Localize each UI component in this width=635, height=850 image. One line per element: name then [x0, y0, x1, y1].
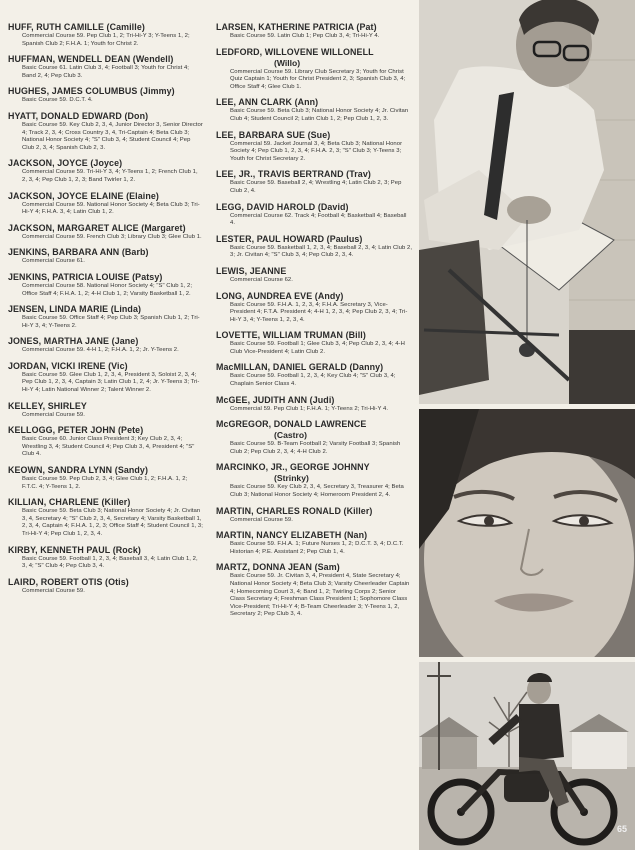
senior-activities: Basic Course 59. B-Team Football 2; Varsity Football 3; Spanish Club 2; Pep Club 2, 3, 4; 4-H Club 2.: [230, 441, 401, 455]
senior-entry: [216, 506, 412, 525]
senior-activities: Commercial Course 59. 4-H 1, 2; F.H.A. 1, 2; Jr. Y-Teens 2.: [22, 347, 179, 354]
senior-entry: [216, 22, 412, 41]
senior-name: JORDAN, VICKI IRENE (Vic): [8, 360, 128, 371]
senior-entry: [8, 111, 204, 152]
senior-name: HUFF, RUTH CAMILLE (Camille): [8, 22, 145, 32]
senior-activities: Basic Course 59. Key Club 2, 3, 4, Junior Director 3, Senior Director 4; Track 2, 3, 4; Cross Country 3, 4, Tri-Captain 4; Beta Club 3; National Honor Society 4; "S" Club 3, 4; Student Council 4; Pep Club 2, 3, 4; Spanish Club 2, 3.: [22, 121, 203, 151]
senior-name: JACKSON, JOYCE ELAINE (Elaine): [8, 190, 159, 201]
senior-entry: [216, 419, 412, 456]
senior-entry: [8, 497, 204, 538]
senior-activities: Commercial 59. Pep Club 1; F.H.A. 1; Y-Teens 2; Tri-Hi-Y 4.: [230, 405, 389, 412]
senior-activities: Basic Course 61. Latin Club 3, 4; Football 3; Youth for Christ 4; Band 2, 4; Pep Club 3.: [22, 65, 189, 79]
senior-entry: [8, 465, 204, 491]
senior-name: LEWIS, JEANNE: [216, 265, 287, 276]
senior-name: JACKSON, MARGARET ALICE (Margaret): [8, 222, 186, 233]
senior-entry: [8, 86, 204, 105]
senior-entry: [216, 462, 412, 499]
senior-activities: Commercial Course 59.: [22, 411, 85, 418]
senior-entry: [216, 395, 412, 414]
senior-name: KELLOGG, PETER JOHN (Pete): [8, 425, 144, 436]
senior-name: JENKINS, BARBARA ANN (Barb): [8, 247, 149, 258]
senior-entry: [8, 401, 204, 420]
senior-activities: Basic Course 59. Key Club 2, 3, 4, Secretary 3, Treasurer 4; Beta Club 3; National Honor Society 4; Homeroom President 2, 4.: [230, 484, 404, 499]
senior-entry: [8, 577, 204, 596]
senior-activities: Basic Course 59. Beta Club 3; National Honor Society 4; Jr. Civitan 3, 4, Secretary 4; "S" Club 2, 3, 4, Secretary 4; Varsity Basketball 1, 2, 3, 4, Captain 4; F.H.A. 1, 2, 3; Office Staff 4; Student Council 1, 3; Tri-Hi-Y 4; Pep Club 1, 2, 3, 4.: [22, 508, 203, 537]
senior-name: LONG, AUNDREA EVE (Andy): [216, 290, 344, 301]
senior-entry: [8, 191, 204, 217]
senior-activities: Commercial Course 59. French Club 3; Library Club 3; Glee Club 1.: [22, 233, 202, 240]
senior-name: JACKSON, JOYCE (Joyce): [8, 158, 123, 169]
senior-entry: [216, 330, 412, 356]
senior-activities: Commercial Course 59. National Honor Society 4; Beta Club 3; Tri-Hi-Y 4; F.H.A. 3, 4; Latin Club 1, 2.: [22, 201, 200, 216]
senior-activities: Basic Course 59. D.C.T. 4.: [22, 97, 93, 104]
senior-name: MARTZ, DONNA JEAN (Sam): [216, 562, 340, 573]
senior-name: McGEE, JUDITH ANN (Judi): [216, 394, 335, 405]
senior-entry: [216, 562, 412, 619]
senior-name: MacMILLAN, DANIEL GERALD (Danny): [216, 362, 384, 373]
senior-entry: [8, 272, 204, 298]
senior-name: LARSEN, KATHERINE PATRICIA (Pat): [216, 22, 377, 32]
senior-entry: [8, 545, 204, 571]
senior-name: HUGHES, JAMES COLUMBUS (Jimmy): [8, 86, 175, 97]
senior-entry: [216, 530, 412, 556]
senior-name: HUFFMAN, WENDELL DEAN (Wendell): [8, 54, 174, 65]
senior-activities: Basic Course 59. Basketball 1, 2, 3, 4; Baseball 2, 3, 4; Latin Club 2, 3; Jr. Civitan 4; "S" Club 3, 4; Pep Club 2, 3, 4.: [230, 244, 413, 259]
senior-nickname: (Strinky): [274, 473, 309, 484]
senior-activities: Commercial Course 61.: [22, 258, 85, 265]
senior-name: KILLIAN, CHARLENE (Killer): [8, 497, 131, 508]
senior-name: LEE, BARBARA SUE (Sue): [216, 129, 331, 140]
senior-activities: Commercial Course 62. Track 4; Football 4; Basketball 4; Baseball 4.: [230, 212, 407, 227]
senior-activities: Basic Course 59. Football 1; Glee Club 3, 4; Pep Club 2, 3, 4; 4-H Club Vice-President 4; Latin Club 2.: [230, 341, 405, 355]
senior-name: LAIRD, ROBERT OTIS (Otis): [8, 576, 129, 587]
senior-name: LEE, ANN CLARK (Ann): [216, 97, 319, 108]
senior-activities: Commercial 59. Jacket Journal 3, 4; Beta Club 3; National Honor Society 4; Pep Club 1, 2, 3, 4; F.H.A. 2, 3; "S" Club 3; Y-Teens 3; Youth for Christ Secretary 2.: [230, 140, 403, 162]
senior-name: MARTIN, NANCY ELIZABETH (Nan): [216, 530, 368, 541]
senior-activities: Basic Course 59. Office Staff 4; Pep Club 3; Spanish Club 1, 2; Tri-Hi-Y 3, 4; Y-Teens 2.: [22, 315, 200, 329]
senior-name: JENKINS, PATRICIA LOUISE (Patsy): [8, 271, 163, 282]
senior-activities: Basic Course 59. Football 1, 2, 3, 4; Baseball 3, 4; Latin Club 1, 2, 3, 4; "S" Club 4; Pep Club 3, 4.: [22, 555, 198, 570]
senior-activities: Basic Course 59. F.H.A. 1; Future Nurses 1, 2; D.C.T. 3, 4; D.C.T. Historian 4; P.E. Assistant 2; Pep Club 1, 4.: [230, 541, 404, 555]
senior-entry: [216, 234, 412, 260]
senior-name: MARTIN, CHARLES RONALD (Killer): [216, 505, 373, 516]
senior-entry: [8, 54, 204, 80]
senior-entry: [8, 223, 204, 242]
senior-activities: Basic Course 59. Jr. Civitan 3, 4, President 4, State Secretary 4; National Honor Society 4; Beta Club 3; Varsity Cheerleader Captain 4; Homecoming Court 3, 4; Band 1, 2; Twirling Corps 2; Senior Class Secretary 4; Freshman Class President 1; Sophomore Class Vice-President; Tri-Hi-Y 4; B-Team Cheerleader 3; Y-Teens 1, 2, Secretary 2; Pep Club 3, 4.: [230, 573, 410, 618]
senior-activities: Commercial Course 59. Pep Club 1, 2; Tri-Hi-Y 3; Y-Teens 1, 2; Spanish Club 2; F.H.A. 1; Youth for Christ 2.: [22, 33, 190, 47]
left-column: [8, 22, 204, 601]
senior-activities: Basic Course 59. Glee Club 1, 2, 3, 4, President 3, Soloist 2, 3, 4; Pep Club 1, 2, 3, 4, Captain 3; Latin Club 1, 2, 4; Jr. Y-Teens 3; Tri-Hi-Y 4; Latin National Winner 2; Talent Winner 2.: [22, 371, 200, 394]
senior-name: LEGG, DAVID HAROLD (David): [216, 201, 349, 212]
senior-activities: Commercial Course 59.: [22, 587, 85, 594]
senior-entry: [8, 158, 204, 184]
senior-entry: [216, 362, 412, 388]
photo-girl-face: [419, 409, 635, 657]
senior-name: LEDFORD, WILLOVENE WILLONELL: [216, 46, 374, 57]
photo-motorcycle: [419, 662, 635, 850]
senior-entry: [216, 97, 412, 123]
senior-name: HYATT, DONALD EDWARD (Don): [8, 110, 149, 121]
senior-activities: Basic Course 59. Football 1, 2, 3, 4; Key Club 4; "S" Club 3, 4; Chaplain Senior Class 4.: [230, 373, 396, 388]
senior-entry: [8, 361, 204, 395]
senior-name: KELLEY, SHIRLEY: [8, 400, 87, 411]
senior-name: LESTER, PAUL HOWARD (Paulus): [216, 233, 363, 244]
senior-activities: Basic Course 59. Baseball 2, 4; Wrestling 4; Latin Club 2, 3; Pep Club 2, 4.: [230, 180, 402, 194]
senior-entry: [216, 202, 412, 228]
senior-entry: [216, 47, 412, 92]
senior-entry: [8, 22, 204, 48]
senior-activities: Basic Course 60. Junior Class President 3; Key Club 2, 3, 4; Wrestling 3, 4; Student Council 4; Pep Club 3, 4, President 4; "S" Club 4.: [22, 436, 195, 458]
senior-activities: Basic Course 59. Beta Club 3; National Honor Society 4; Jr. Civitan Club 4; Student Council 2; Latin Club 1, 2; Pep Club 1, 2, 3.: [230, 108, 409, 122]
senior-activities: Basic Course 59. Pep Club 2, 3, 4; Glee Club 1, 2; F.H.A. 1, 2; F.T.C. 4; Y-Teens 1, 2.: [22, 476, 188, 490]
senior-activities: Commercial Course 59. Tri-Hi-Y 3, 4; Y-Teens 1, 2; French Club 1, 2, 3, 4; Pep Club 1, 2, 3; Band Twirler 1, 2.: [22, 169, 198, 183]
senior-entry: [216, 169, 412, 195]
senior-activities: Commercial Course 59. Library Club Secretary 3; Youth for Christ Quiz Captain 1; Youth for Christ President 2, 3; Spanish Club 3, 4; Office Staff 4; Glee Club 1.: [230, 68, 406, 90]
senior-name: MARCINKO, JR., GEORGE JOHNNY: [216, 462, 370, 473]
senior-entry: [8, 336, 204, 355]
senior-nickname: (Castro): [274, 430, 307, 441]
senior-entry: [216, 130, 412, 164]
senior-name: KIRBY, KENNETH PAUL (Rock): [8, 544, 141, 555]
senior-activities: Commercial Course 58. National Honor Society 4; "S" Club 1, 2; Office Staff 4; F.H.A. 1, 2; 4-H Club 1, 2; Varsity Basketball 1, 2.: [22, 282, 193, 297]
photo-student-yoyo: [419, 0, 635, 404]
senior-entry: [8, 304, 204, 330]
senior-entry: [216, 291, 412, 325]
senior-name: LOVETTE, WILLIAM TRUMAN (Bill): [216, 330, 366, 341]
senior-entry: [8, 247, 204, 266]
senior-name: LEE, JR., TRAVIS BERTRAND (Trav): [216, 169, 371, 180]
senior-entry: [216, 266, 412, 285]
senior-name: JENSEN, LINDA MARIE (Linda): [8, 304, 142, 315]
senior-activities: Commercial Course 59.: [230, 516, 293, 523]
senior-activities: Commercial Course 62.: [230, 276, 293, 283]
senior-nickname: (Willo): [274, 57, 301, 68]
page-number: 65: [616, 824, 627, 834]
senior-name: McGREGOR, DONALD LAWRENCE: [216, 419, 367, 430]
senior-activities: Basic Course 59. F.H.A. 1, 2, 3, 4; F.H.A. Secretary 3, Vice-President 4; F.T.A. President 4; 4-H 1, 2, 3, 4; Pep Club 2, 3, 4; Tri-Hi-Y 3, 4; Y-Teens 1, 2, 3, 4.: [230, 301, 408, 323]
senior-name: JONES, MARTHA JANE (Jane): [8, 336, 139, 347]
senior-name: KEOWN, SANDRA LYNN (Sandy): [8, 465, 149, 476]
senior-activities: Basic Course 59. Latin Club 1; Pep Club 3, 4; Tri-Hi-Y 4.: [230, 33, 380, 39]
senior-entry: [8, 425, 204, 459]
middle-column: [216, 22, 412, 625]
